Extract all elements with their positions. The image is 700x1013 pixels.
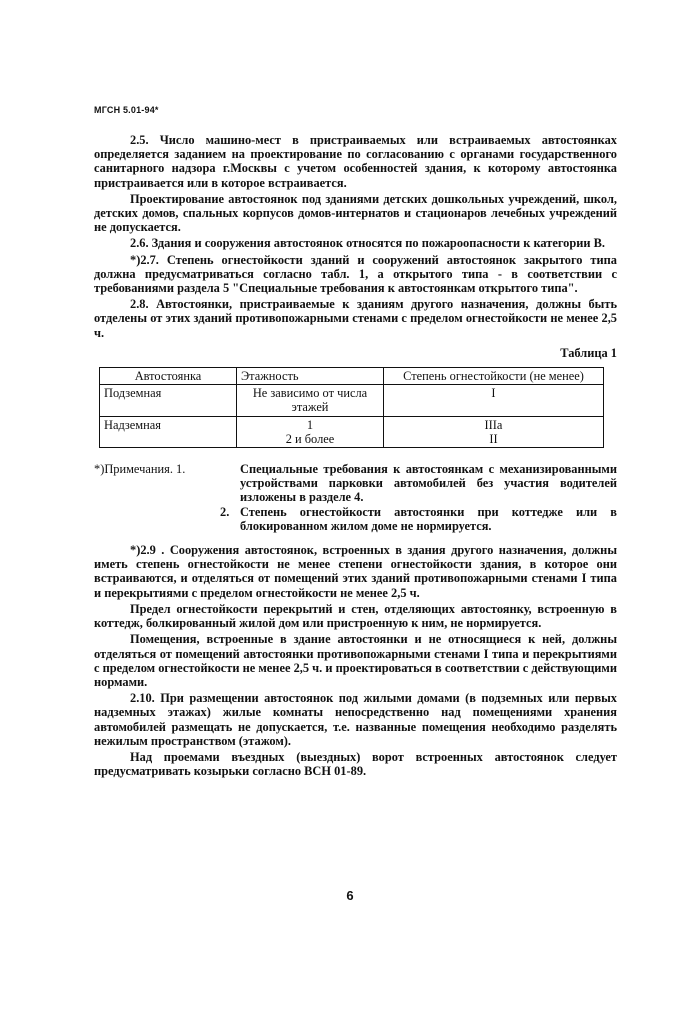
paragraph-premises: Помещения, встроенные в здание автостоянки и не относящиеся к ней, должны отделяться от помещений автостоянки противопожарными стенами I типа и перекрытиями с пределом огнестойкости не менее 2,5 ч. и проектироваться в соответствии с действующими нормами. xyxy=(94,632,617,689)
table-cell: Надземная xyxy=(100,416,237,447)
paragraph-2-5: 2.5. Число машино-мест в пристраиваемых или встраиваемых автостоянках определяется заданием на проектирование по согласованию с органами государственного санитарного надзора г.Москвы с учетом особенностей здания, к которому автостоянка пристраивается или в которое встраивается. xyxy=(94,133,617,190)
notes-label: *)Примечания. 1. xyxy=(94,462,186,477)
paragraph-2-10: 2.10. При размещении автостоянок под жилыми домами (в подземных или первых надземных этажах) жилые комнаты непосредственно над помещениями хранения автомобилей размещать не допускается, т.е. названные помещения необходимо разделять нежилым пространством (этажом). xyxy=(94,691,617,748)
paragraph-2-8: 2.8. Автостоянки, пристраиваемые к зданиям другого назначения, должны быть отделены от этих зданий противопожарными стенами с пределом огнестойкости не менее 2,5 ч. xyxy=(94,297,617,340)
note-text: Степень огнестойкости автостоянки при коттедже или в блокированном жилом доме не нормируется. xyxy=(240,504,617,533)
table-caption: Таблица 1 xyxy=(560,345,617,360)
table-cell: Не зависимо от числа этажей xyxy=(237,385,384,416)
note-item xyxy=(220,462,617,505)
table-header-cell: Этажность xyxy=(237,368,384,385)
paragraph-2-9: *)2.9 . Сооружения автостоянок, встроенных в здания другого назначения, должны иметь степень огнестойкости не менее степени огнестойкости здания, в которое они встраиваются, и отделяться от помещений этих зданий противопожарными стенами I типа и перекрытиями с пределом огнестойкости не менее 2,5 ч. xyxy=(94,543,617,600)
note-item xyxy=(220,505,617,533)
page-number: 6 xyxy=(346,888,354,903)
table-cell: Подземная xyxy=(100,385,237,416)
notes-block xyxy=(94,462,617,533)
table-cell: IIIа II xyxy=(384,416,604,447)
table-cell: 1 2 и более xyxy=(237,416,384,447)
table-cell: I xyxy=(384,385,604,416)
paragraph-2-7: *)2.7. Степень огнестойкости зданий и сооружений автостоянок закрытого типа должна предусматриваться согласно табл. 1, а открытого типа - в соответствии с требованиями раздела 5 "Специальные требования к автостоянкам открытого типа". xyxy=(94,252,617,296)
paragraph-design-restriction: Проектирование автостоянок под зданиями детских дошкольных учреждений, школ, детских домов, спальных корпусов домов-интернатов и стационаров лечебных учреждений не допускается. xyxy=(94,191,617,235)
table-header-cell: Автостоянка xyxy=(100,368,237,385)
table-row xyxy=(100,416,604,447)
document-body xyxy=(94,133,617,780)
note-number xyxy=(220,462,240,505)
note-text: Специальные требования к автостоянкам с механизированными устройствами парковки автомобилей без участия водителей изложены в разделе 4. xyxy=(240,462,617,505)
document-header: МГСН 5.01-94* xyxy=(94,105,159,115)
paragraph-canopies: Над проемами въездных (выездных) ворот встроенных автостоянок следует предусматривать козырьки согласно ВСН 01-89. xyxy=(94,749,617,779)
table-header-row xyxy=(100,368,604,385)
notes-list xyxy=(220,462,617,533)
paragraph-fire-limit: Предел огнестойкости перекрытий и стен, отделяющих автостоянку, встроенную в коттедж, болкированный жилой дом или пристроенную к ним, не нормируется. xyxy=(94,601,617,631)
table-row xyxy=(100,385,604,416)
table-header-cell: Степень огнестойкости (не менее) xyxy=(384,368,604,385)
paragraph-2-6: 2.6. Здания и сооружения автостоянок относятся по пожароопасности к категории В. xyxy=(130,236,605,251)
note-number: 2. xyxy=(220,504,230,519)
fire-resistance-table xyxy=(99,367,604,448)
